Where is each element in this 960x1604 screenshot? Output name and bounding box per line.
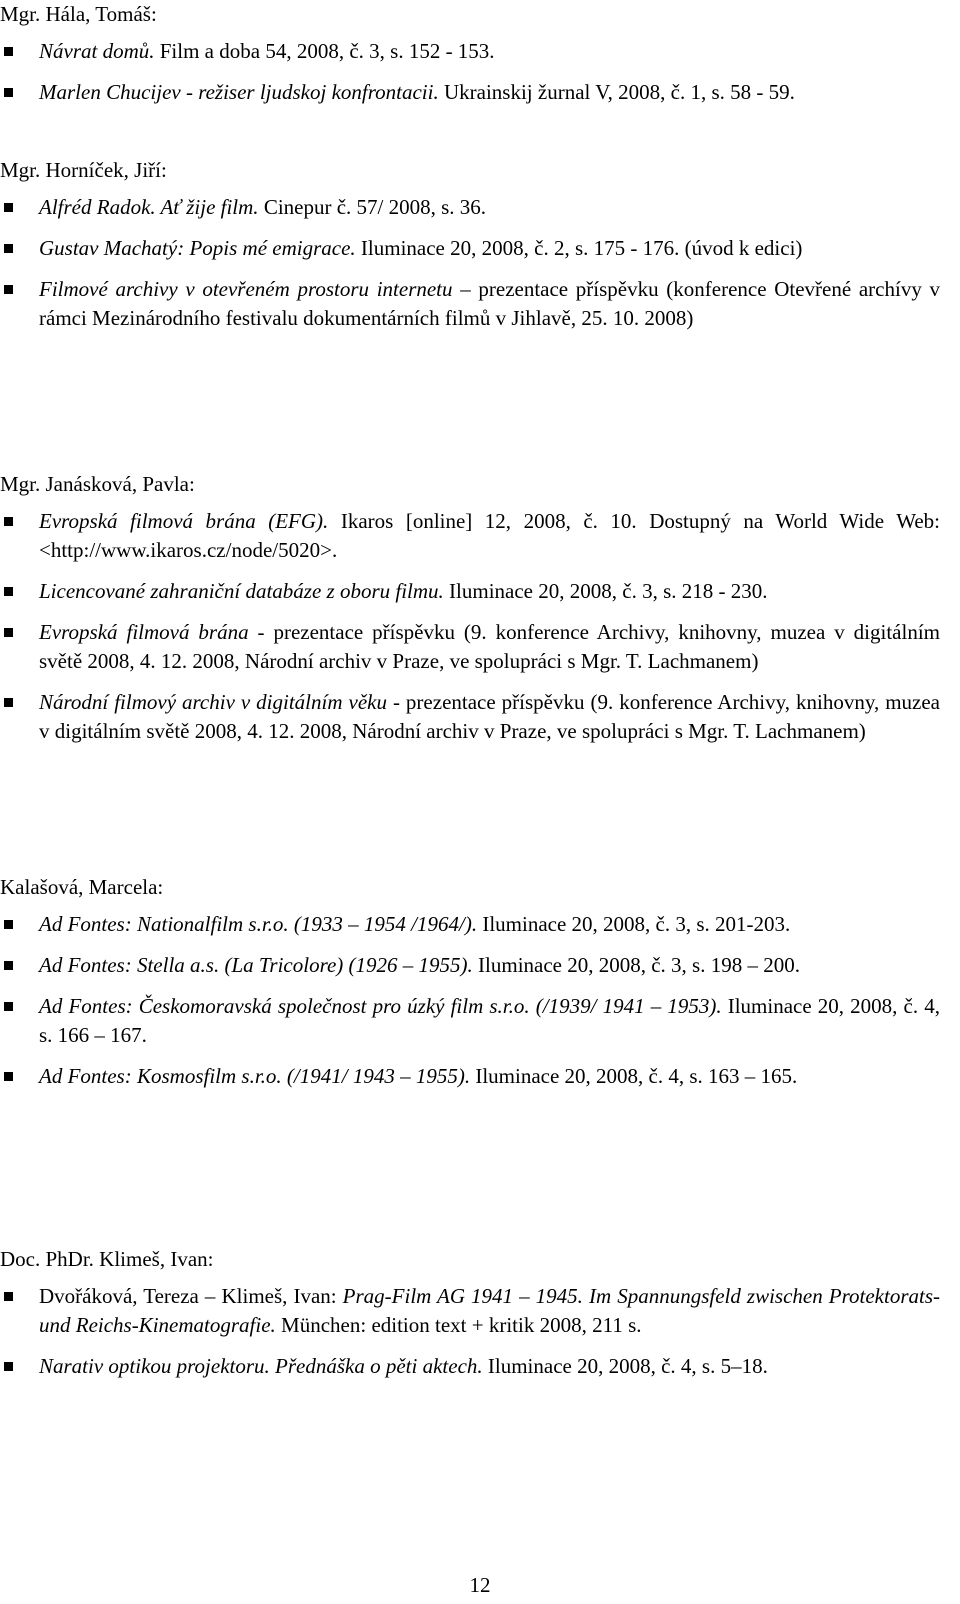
entry-title: Ad Fontes: Nationalfilm s.r.o. (1933 – 1954 /1964/). xyxy=(39,912,478,936)
entry-title: Návrat domů. xyxy=(39,39,155,63)
square-bullet-icon xyxy=(4,203,13,212)
entry-details: Iluminace 20, 2008, č. 4, s. 163 – 165. xyxy=(470,1064,798,1088)
entry-details: Ikaros [online] 12, 2008, č. 10. Dostupný na World Wide Web: <http://www.ikaros.cz/node/5020>. xyxy=(39,509,940,562)
page-number: 12 xyxy=(469,1573,491,1597)
square-bullet-icon xyxy=(4,698,13,707)
bibliography-entry xyxy=(0,577,940,606)
entry-title: Filmové archivy v otevřeném prostoru internetu xyxy=(39,277,453,301)
entry-title: Ad Fontes: Stella a.s. (La Tricolore) (1926 – 1955). xyxy=(39,953,473,977)
bibliography-entry xyxy=(0,1062,940,1091)
square-bullet-icon xyxy=(4,47,13,56)
bibliography-entry xyxy=(0,688,940,746)
square-bullet-icon xyxy=(4,920,13,929)
bibliography-entry xyxy=(0,618,940,676)
entry-title: Ad Fontes: Kosmosfilm s.r.o. (/1941/ 1943 – 1955). xyxy=(39,1064,471,1088)
entry-title: Licencované zahraniční databáze z oboru filmu. xyxy=(39,579,444,603)
author-section xyxy=(0,0,940,119)
entry-details: München: edition text + kritik 2008, 211 s. xyxy=(275,1313,642,1337)
bibliography-entry xyxy=(0,1352,940,1381)
square-bullet-icon xyxy=(4,1002,13,1011)
author-heading: Mgr. Janásková, Pavla: xyxy=(0,472,195,496)
entry-title: Evropská filmová brána (EFG). xyxy=(39,509,329,533)
square-bullet-icon xyxy=(4,961,13,970)
square-bullet-icon xyxy=(4,1362,13,1371)
bibliography-entry xyxy=(0,193,940,222)
square-bullet-icon xyxy=(4,517,13,526)
bibliography-entry xyxy=(0,910,940,939)
entry-details: Iluminace 20, 2008, č. 3, s. 201-203. xyxy=(477,912,791,936)
entry-details: Cinepur č. 57/ 2008, s. 36. xyxy=(258,195,487,219)
entry-list xyxy=(0,37,940,107)
square-bullet-icon xyxy=(4,1292,13,1301)
square-bullet-icon xyxy=(4,285,13,294)
square-bullet-icon xyxy=(4,88,13,97)
entry-title: Gustav Machatý: Popis mé emigrace. xyxy=(39,236,356,260)
author-section xyxy=(0,1245,940,1393)
entry-details: – prezentace příspěvku (konference Otevřené archívy v rámci Mezinárodního festivalu dokumentárních filmů v Jihlavě, 25. 10. 2008) xyxy=(39,277,940,330)
bibliography-entry xyxy=(0,992,940,1050)
entry-details: Iluminace 20, 2008, č. 4, s. 166 – 167. xyxy=(39,994,941,1047)
entry-title: Alfréd Radok. Ať žije film. xyxy=(39,195,259,219)
square-bullet-icon xyxy=(4,244,13,253)
entry-title: Národní filmový archiv v digitálním věku xyxy=(39,690,387,714)
author-section xyxy=(0,470,940,758)
author-section xyxy=(0,873,940,1103)
entry-details: Iluminace 20, 2008, č. 3, s. 198 – 200. xyxy=(472,953,800,977)
author-heading: Doc. PhDr. Klimeš, Ivan: xyxy=(0,1247,214,1271)
entry-authors: Dvořáková, Tereza – Klimeš, Ivan: xyxy=(39,1284,343,1308)
bibliography-entry xyxy=(0,78,940,107)
entry-details: Ukrainskij žurnal V, 2008, č. 1, s. 58 - 59. xyxy=(438,80,795,104)
entry-details: Iluminace 20, 2008, č. 2, s. 175 - 176. (úvod k edici) xyxy=(355,236,803,260)
bibliography-entry xyxy=(0,951,940,980)
entry-details: Film a doba 54, 2008, č. 3, s. 152 - 153. xyxy=(154,39,495,63)
entry-list xyxy=(0,193,940,333)
square-bullet-icon xyxy=(4,587,13,596)
bibliography-entry xyxy=(0,275,940,333)
author-section xyxy=(0,156,940,345)
bibliography-entry xyxy=(0,507,940,565)
bibliography-entry xyxy=(0,234,940,263)
bibliography-entry xyxy=(0,1282,940,1340)
bibliography-entry xyxy=(0,37,940,66)
entry-details: - prezentace příspěvku (9. konference Archivy, knihovny, muzea v digitálním světě 2008, 4. 12. 2008, Národní archiv v Praze, ve spolupráci s Mgr. T. Lachmanem) xyxy=(39,620,940,673)
entry-details: - prezentace příspěvku (9. konference Archivy, knihovny, muzea v digitálním světě 2008, 4. 12. 2008, Národní archiv v Praze, ve spolupráci s Mgr. T. Lachmanem) xyxy=(39,690,940,743)
entry-list xyxy=(0,910,940,1091)
square-bullet-icon xyxy=(4,628,13,637)
square-bullet-icon xyxy=(4,1072,13,1081)
entry-details: Iluminace 20, 2008, č. 4, s. 5–18. xyxy=(482,1354,768,1378)
entry-title: Evropská filmová brána xyxy=(39,620,249,644)
entry-list xyxy=(0,507,940,746)
entry-title: Narativ optikou projektoru. Přednáška o pěti aktech. xyxy=(39,1354,483,1378)
entry-list xyxy=(0,1282,940,1381)
author-heading: Mgr. Hála, Tomáš: xyxy=(0,2,157,26)
author-heading: Mgr. Horníček, Jiří: xyxy=(0,158,167,182)
entry-title: Ad Fontes: Českomoravská společnost pro úzký film s.r.o. (/1939/ 1941 – 1953). xyxy=(39,994,722,1018)
entry-title: Marlen Chucijev - režiser ljudskoj konfrontacii. xyxy=(39,80,439,104)
entry-title: Prag-Film AG 1941 – 1945. Im Spannungsfeld zwischen Protektorats- und Reichs-Kinematografie. xyxy=(39,1284,941,1337)
entry-details: Iluminace 20, 2008, č. 3, s. 218 - 230. xyxy=(443,579,768,603)
author-heading: Kalašová, Marcela: xyxy=(0,875,164,899)
